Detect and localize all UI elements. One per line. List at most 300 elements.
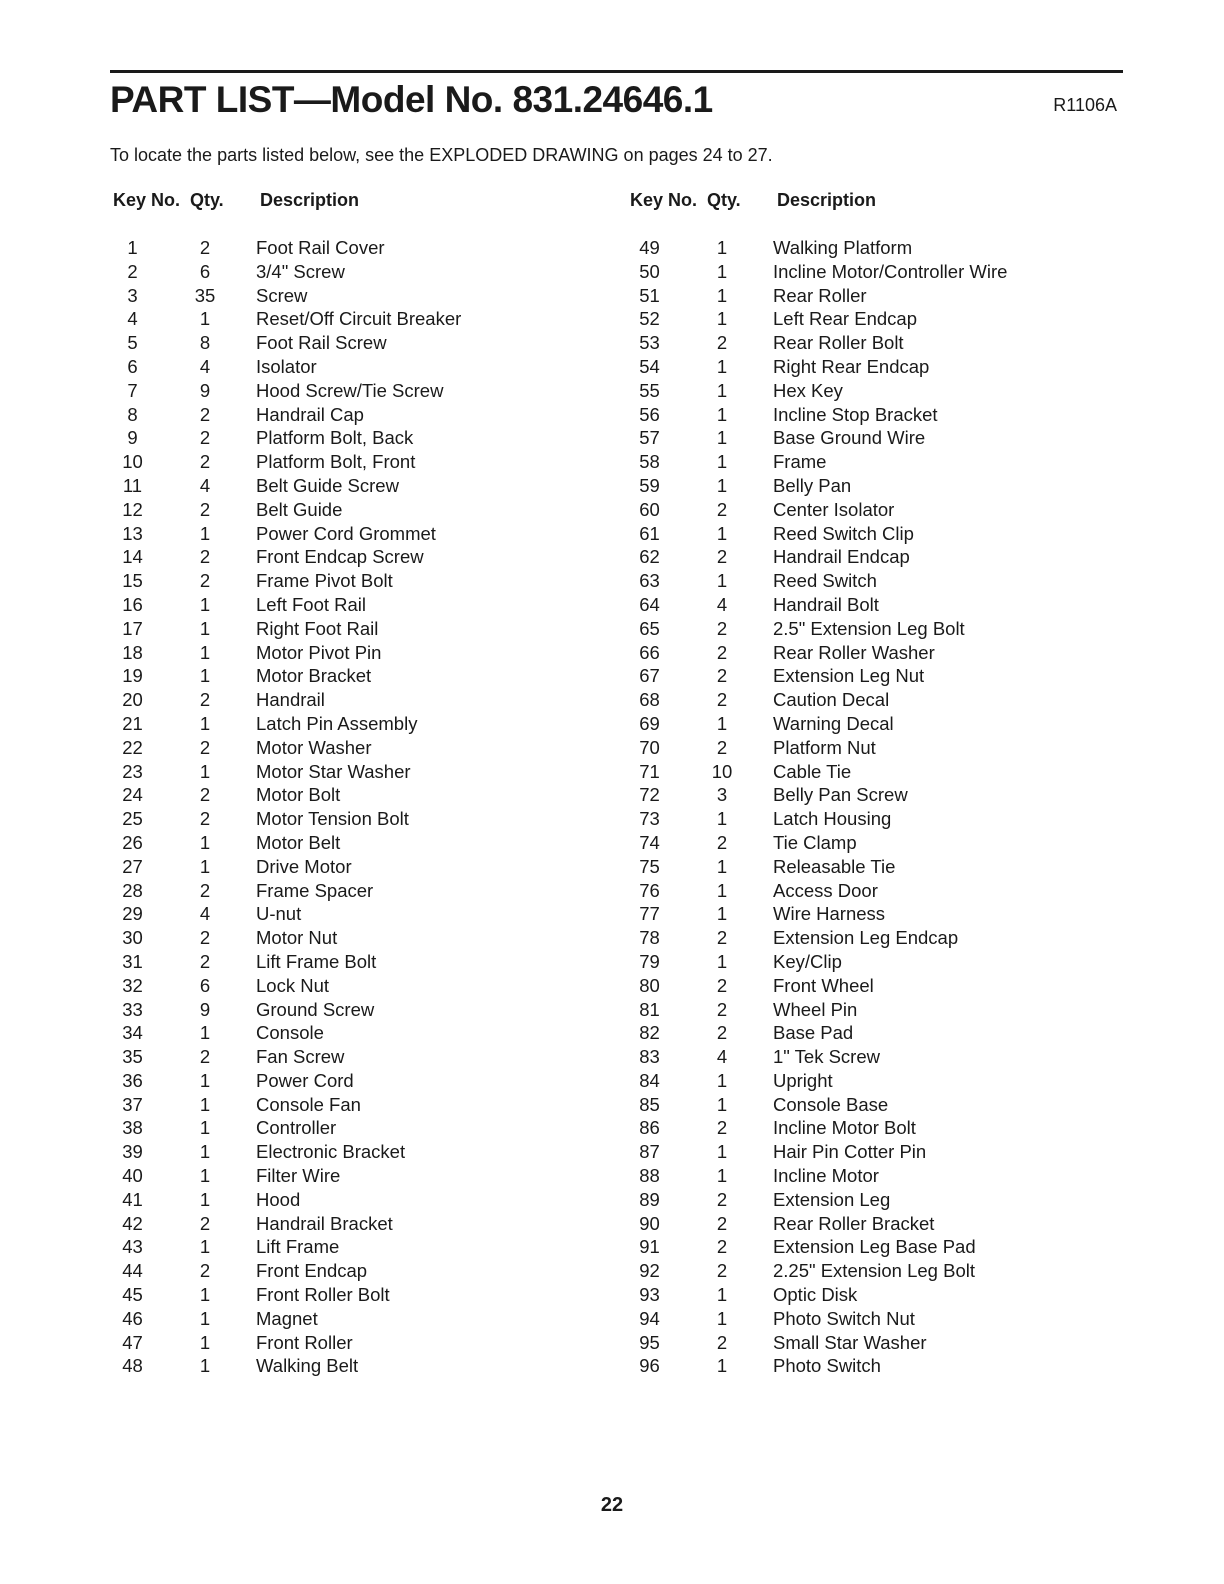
part-row <box>110 950 590 974</box>
part-key-number: 65 <box>639 617 660 639</box>
part-row <box>110 736 590 760</box>
part-quantity: 1 <box>199 1236 211 1258</box>
part-quantity: 1 <box>199 831 211 853</box>
part-description: Motor Belt <box>256 831 341 853</box>
part-description: Front Roller <box>256 1331 353 1353</box>
part-key-number: 2 <box>127 260 138 282</box>
part-quantity: 2 <box>199 427 211 449</box>
part-key-number: 29 <box>122 903 143 925</box>
part-description: Frame Pivot Bolt <box>256 570 393 592</box>
part-description: Upright <box>773 1069 833 1091</box>
part-quantity: 2 <box>199 950 211 972</box>
part-description: 1" Tek Screw <box>773 1046 880 1068</box>
part-row <box>110 998 590 1022</box>
part-row <box>110 1283 590 1307</box>
part-quantity: 2 <box>199 403 211 425</box>
part-description: Hair Pin Cotter Pin <box>773 1141 927 1163</box>
part-row <box>110 307 590 331</box>
part-row <box>110 355 590 379</box>
part-row <box>627 1188 1107 1212</box>
part-quantity: 2 <box>199 1260 211 1282</box>
part-row <box>110 617 590 641</box>
part-quantity: 1 <box>199 1188 211 1210</box>
part-row <box>627 617 1107 641</box>
part-row <box>110 1069 590 1093</box>
part-quantity: 9 <box>199 998 211 1020</box>
part-row <box>110 236 590 260</box>
part-quantity: 6 <box>199 260 211 282</box>
part-description: Reed Switch Clip <box>773 522 914 544</box>
part-quantity: 2 <box>199 570 211 592</box>
part-key-number: 38 <box>122 1117 143 1139</box>
part-quantity: 1 <box>199 1141 211 1163</box>
part-row <box>110 1354 590 1378</box>
part-row <box>627 284 1107 308</box>
part-quantity: 1 <box>716 1284 728 1306</box>
part-quantity: 1 <box>716 403 728 425</box>
part-description: Right Rear Endcap <box>773 355 930 377</box>
part-quantity: 6 <box>199 974 211 996</box>
part-quantity: 2 <box>716 546 728 568</box>
part-quantity: 2 <box>199 689 211 711</box>
part-description: Belly Pan <box>773 474 852 496</box>
part-row <box>627 1164 1107 1188</box>
part-description: Incline Motor <box>773 1165 879 1187</box>
part-row <box>110 426 590 450</box>
part-quantity: 2 <box>716 665 728 687</box>
part-key-number: 24 <box>122 784 143 806</box>
part-key-number: 1 <box>127 237 138 258</box>
part-description: Photo Switch Nut <box>773 1307 915 1329</box>
part-row <box>627 902 1107 926</box>
part-quantity: 1 <box>716 308 728 330</box>
part-description: Wheel Pin <box>773 998 858 1020</box>
part-quantity: 2 <box>716 1022 728 1044</box>
part-description: Handrail Endcap <box>773 546 910 568</box>
part-key-number: 68 <box>639 689 660 711</box>
part-description: Platform Bolt, Front <box>256 451 416 473</box>
part-quantity: 2 <box>716 689 728 711</box>
part-key-number: 37 <box>122 1093 143 1115</box>
part-key-number: 9 <box>127 427 138 449</box>
part-key-number: 7 <box>127 379 138 401</box>
part-row <box>627 998 1107 1022</box>
part-key-number: 57 <box>639 427 660 449</box>
part-description: Motor Washer <box>256 736 372 758</box>
part-description: Hood Screw/Tie Screw <box>256 379 444 401</box>
part-row <box>110 855 590 879</box>
part-key-number: 43 <box>122 1236 143 1258</box>
part-row <box>627 760 1107 784</box>
part-key-number: 25 <box>122 808 143 830</box>
part-key-number: 95 <box>639 1331 660 1353</box>
part-description: Frame Spacer <box>256 879 374 901</box>
part-description: Front Endcap <box>256 1260 368 1282</box>
part-quantity: 1 <box>716 1307 728 1329</box>
key-no-header: Key No. <box>630 190 698 210</box>
part-quantity: 35 <box>194 284 216 306</box>
part-key-number: 53 <box>639 332 660 354</box>
part-description: Handrail Bolt <box>773 593 879 615</box>
parts-column-right <box>627 190 1107 1377</box>
part-key-number: 36 <box>122 1069 143 1091</box>
part-row <box>627 1069 1107 1093</box>
qty-header: Qty. <box>190 190 224 210</box>
part-row <box>627 450 1107 474</box>
part-quantity: 2 <box>716 974 728 996</box>
part-key-number: 49 <box>639 237 660 258</box>
part-description: Small Star Washer <box>773 1331 927 1353</box>
part-row <box>627 522 1107 546</box>
part-row <box>110 712 590 736</box>
part-description: Console <box>256 1022 324 1044</box>
part-key-number: 77 <box>639 903 660 925</box>
part-key-number: 15 <box>122 570 143 592</box>
part-description: Motor Bracket <box>256 665 372 687</box>
part-key-number: 74 <box>639 831 660 853</box>
part-key-number: 32 <box>122 974 143 996</box>
part-key-number: 6 <box>127 355 138 377</box>
part-description: Latch Pin Assembly <box>256 712 418 734</box>
part-description: Belt Guide <box>256 498 343 520</box>
document-code: R1106A <box>1053 95 1117 115</box>
part-description: Hex Key <box>773 379 843 401</box>
part-key-number: 44 <box>122 1260 143 1282</box>
part-key-number: 27 <box>122 855 143 877</box>
part-quantity: 1 <box>199 1355 211 1377</box>
part-quantity: 2 <box>199 237 211 258</box>
part-row <box>627 331 1107 355</box>
part-key-number: 13 <box>122 522 143 544</box>
part-quantity: 1 <box>199 1069 211 1091</box>
part-row <box>110 783 590 807</box>
part-description: Extension Leg Base Pad <box>773 1236 976 1258</box>
part-quantity: 1 <box>716 903 728 925</box>
part-quantity: 1 <box>716 1093 728 1115</box>
part-key-number: 30 <box>122 927 143 949</box>
part-quantity: 2 <box>716 1260 728 1282</box>
part-key-number: 82 <box>639 1022 660 1044</box>
part-quantity: 2 <box>199 808 211 830</box>
part-row <box>627 831 1107 855</box>
part-quantity: 2 <box>716 641 728 663</box>
part-description: Handrail <box>256 689 325 711</box>
part-key-number: 45 <box>122 1284 143 1306</box>
part-quantity: 4 <box>199 474 211 496</box>
part-key-number: 17 <box>122 617 143 639</box>
part-row <box>627 1045 1107 1069</box>
part-quantity: 1 <box>716 284 728 306</box>
part-description: Center Isolator <box>773 498 895 520</box>
part-quantity: 2 <box>716 617 728 639</box>
part-quantity: 8 <box>199 332 211 354</box>
part-quantity: 1 <box>199 641 211 663</box>
part-description: 2.5" Extension Leg Bolt <box>773 617 965 639</box>
description-header: Description <box>777 190 877 210</box>
part-row <box>110 545 590 569</box>
part-row <box>110 1140 590 1164</box>
qty-header: Qty. <box>707 190 741 210</box>
parts-column-left <box>110 190 590 1377</box>
part-quantity: 1 <box>716 474 728 496</box>
part-description: Wire Harness <box>773 903 886 925</box>
part-row <box>627 593 1107 617</box>
part-quantity: 2 <box>199 546 211 568</box>
part-quantity: 1 <box>716 427 728 449</box>
part-row <box>627 403 1107 427</box>
part-key-number: 67 <box>639 665 660 687</box>
key-no-header: Key No. <box>113 190 181 210</box>
part-row <box>627 1307 1107 1331</box>
part-row <box>627 569 1107 593</box>
part-key-number: 93 <box>639 1284 660 1306</box>
part-key-number: 28 <box>122 879 143 901</box>
part-quantity: 1 <box>716 879 728 901</box>
part-key-number: 79 <box>639 950 660 972</box>
part-description: Photo Switch <box>773 1355 881 1377</box>
part-row <box>627 641 1107 665</box>
part-key-number: 12 <box>122 498 143 520</box>
part-description: Platform Nut <box>773 736 876 758</box>
part-key-number: 59 <box>639 474 660 496</box>
part-key-number: 86 <box>639 1117 660 1139</box>
part-row <box>110 1164 590 1188</box>
part-key-number: 4 <box>127 308 138 330</box>
part-key-number: 91 <box>639 1236 660 1258</box>
part-description: Motor Nut <box>256 927 338 949</box>
column-header <box>627 190 1107 214</box>
part-quantity: 1 <box>199 617 211 639</box>
part-description: Latch Housing <box>773 808 892 830</box>
part-key-number: 31 <box>122 950 143 972</box>
part-description: U-nut <box>256 903 302 925</box>
part-key-number: 92 <box>639 1260 660 1282</box>
part-row <box>110 760 590 784</box>
part-key-number: 48 <box>122 1355 143 1377</box>
part-key-number: 54 <box>639 355 660 377</box>
part-quantity: 4 <box>716 593 728 615</box>
part-key-number: 33 <box>122 998 143 1020</box>
part-row <box>627 855 1107 879</box>
part-quantity: 2 <box>199 879 211 901</box>
part-row <box>110 260 590 284</box>
part-description: Motor Star Washer <box>256 760 411 782</box>
part-description: Incline Motor Bolt <box>773 1117 916 1139</box>
part-key-number: 61 <box>639 522 660 544</box>
part-key-number: 72 <box>639 784 660 806</box>
part-quantity: 1 <box>716 1165 728 1187</box>
part-row <box>627 926 1107 950</box>
part-quantity: 1 <box>716 379 728 401</box>
part-description: Incline Stop Bracket <box>773 403 938 425</box>
part-row <box>110 807 590 831</box>
part-quantity: 1 <box>716 451 728 473</box>
part-row <box>110 379 590 403</box>
part-description: 3/4" Screw <box>256 260 345 282</box>
part-key-number: 34 <box>122 1022 143 1044</box>
part-key-number: 51 <box>639 284 660 306</box>
part-quantity: 1 <box>199 522 211 544</box>
part-description: Access Door <box>773 879 878 901</box>
part-quantity: 4 <box>199 903 211 925</box>
part-quantity: 1 <box>716 1141 728 1163</box>
part-key-number: 19 <box>122 665 143 687</box>
part-quantity: 2 <box>199 927 211 949</box>
part-description: Optic Disk <box>773 1284 858 1306</box>
part-row <box>627 236 1107 260</box>
part-description: Rear Roller <box>773 284 867 306</box>
part-description: Cable Tie <box>773 760 852 782</box>
part-quantity: 1 <box>199 1093 211 1115</box>
part-quantity: 1 <box>199 308 211 330</box>
part-key-number: 96 <box>639 1355 660 1377</box>
part-quantity: 1 <box>199 593 211 615</box>
part-description: Motor Pivot Pin <box>256 641 382 663</box>
part-quantity: 4 <box>716 1046 728 1068</box>
part-row <box>627 1283 1107 1307</box>
part-description: Releasable Tie <box>773 855 896 877</box>
part-row <box>110 1331 590 1355</box>
part-row <box>110 1307 590 1331</box>
part-row <box>110 641 590 665</box>
part-description: Lift Frame <box>256 1236 340 1258</box>
part-description: Frame <box>773 451 827 473</box>
part-key-number: 80 <box>639 974 660 996</box>
part-description: Tie Clamp <box>773 831 857 853</box>
part-quantity: 2 <box>716 736 728 758</box>
part-quantity: 2 <box>199 784 211 806</box>
part-key-number: 70 <box>639 736 660 758</box>
part-quantity: 2 <box>716 927 728 949</box>
part-key-number: 26 <box>122 831 143 853</box>
part-row <box>110 331 590 355</box>
part-key-number: 16 <box>122 593 143 615</box>
part-description: Handrail Cap <box>256 403 364 425</box>
part-row <box>627 688 1107 712</box>
part-quantity: 2 <box>716 1117 728 1139</box>
part-row <box>627 807 1107 831</box>
part-quantity: 2 <box>716 1188 728 1210</box>
part-key-number: 94 <box>639 1307 660 1329</box>
part-quantity: 1 <box>199 1307 211 1329</box>
parts-list-left <box>110 236 590 1378</box>
part-row <box>627 260 1107 284</box>
part-key-number: 18 <box>122 641 143 663</box>
part-quantity: 1 <box>199 855 211 877</box>
part-description: Console Fan <box>256 1093 361 1115</box>
part-key-number: 52 <box>639 308 660 330</box>
part-row <box>627 1212 1107 1236</box>
part-key-number: 23 <box>122 760 143 782</box>
part-key-number: 78 <box>639 927 660 949</box>
part-quantity: 1 <box>716 237 728 258</box>
part-description: Hood <box>256 1188 301 1210</box>
part-key-number: 22 <box>122 736 143 758</box>
part-key-number: 3 <box>127 284 138 306</box>
part-quantity: 1 <box>199 712 211 734</box>
part-row <box>110 688 590 712</box>
part-quantity: 1 <box>716 522 728 544</box>
part-key-number: 62 <box>639 546 660 568</box>
part-key-number: 69 <box>639 712 660 734</box>
part-description: Magnet <box>256 1307 318 1329</box>
part-key-number: 75 <box>639 855 660 877</box>
part-description: Motor Bolt <box>256 784 341 806</box>
part-key-number: 46 <box>122 1307 143 1329</box>
part-description: Drive Motor <box>256 855 352 877</box>
part-row <box>627 879 1107 903</box>
part-description: Belt Guide Screw <box>256 474 399 496</box>
part-description: Ground Screw <box>256 998 375 1020</box>
part-row <box>110 831 590 855</box>
part-description: 2.25" Extension Leg Bolt <box>773 1260 975 1282</box>
part-row <box>627 1116 1107 1140</box>
part-quantity: 1 <box>199 665 211 687</box>
part-quantity: 1 <box>716 1069 728 1091</box>
part-row <box>627 426 1107 450</box>
part-quantity: 2 <box>716 998 728 1020</box>
part-description: Reed Switch <box>773 570 877 592</box>
part-description: Platform Bolt, Back <box>256 427 414 449</box>
part-quantity: 1 <box>716 260 728 282</box>
part-row <box>110 1188 590 1212</box>
part-key-number: 39 <box>122 1141 143 1163</box>
part-description: Handrail Bracket <box>256 1212 393 1234</box>
part-row <box>627 355 1107 379</box>
part-row <box>627 1093 1107 1117</box>
part-key-number: 76 <box>639 879 660 901</box>
part-quantity: 2 <box>716 831 728 853</box>
part-quantity: 10 <box>711 760 733 782</box>
part-description: Foot Rail Screw <box>256 332 387 354</box>
page-title: PART LIST—Model No. 831.24646.1 <box>110 79 713 120</box>
part-row <box>110 1093 590 1117</box>
part-quantity: 9 <box>199 379 211 401</box>
part-key-number: 71 <box>639 760 660 782</box>
part-quantity: 2 <box>199 1212 211 1234</box>
part-quantity: 1 <box>716 712 728 734</box>
part-description: Base Ground Wire <box>773 427 926 449</box>
part-quantity: 1 <box>199 1117 211 1139</box>
intro-text: To locate the parts listed below, see the EXPLODED DRAWING on pages 24 to 27. <box>110 145 773 165</box>
part-row <box>627 307 1107 331</box>
part-key-number: 11 <box>122 474 143 496</box>
part-quantity: 2 <box>199 451 211 473</box>
part-key-number: 10 <box>122 451 143 473</box>
part-quantity: 2 <box>199 736 211 758</box>
part-quantity: 1 <box>716 570 728 592</box>
part-description: Rear Roller Washer <box>773 641 935 663</box>
part-row <box>110 1212 590 1236</box>
part-quantity: 2 <box>716 1331 728 1353</box>
part-key-number: 88 <box>639 1165 660 1187</box>
part-key-number: 55 <box>639 379 660 401</box>
part-key-number: 83 <box>639 1046 660 1068</box>
part-key-number: 90 <box>639 1212 660 1234</box>
part-description: Console Base <box>773 1093 889 1115</box>
part-row <box>627 1140 1107 1164</box>
part-row <box>110 474 590 498</box>
part-description: Power Cord Grommet <box>256 522 436 544</box>
part-quantity: 1 <box>716 855 728 877</box>
part-description: Walking Belt <box>256 1355 359 1377</box>
part-description: Foot Rail Cover <box>256 237 385 258</box>
part-key-number: 50 <box>639 260 660 282</box>
part-description: Caution Decal <box>773 689 890 711</box>
page-header <box>110 70 1123 119</box>
part-key-number: 87 <box>639 1141 660 1163</box>
part-key-number: 63 <box>639 570 660 592</box>
